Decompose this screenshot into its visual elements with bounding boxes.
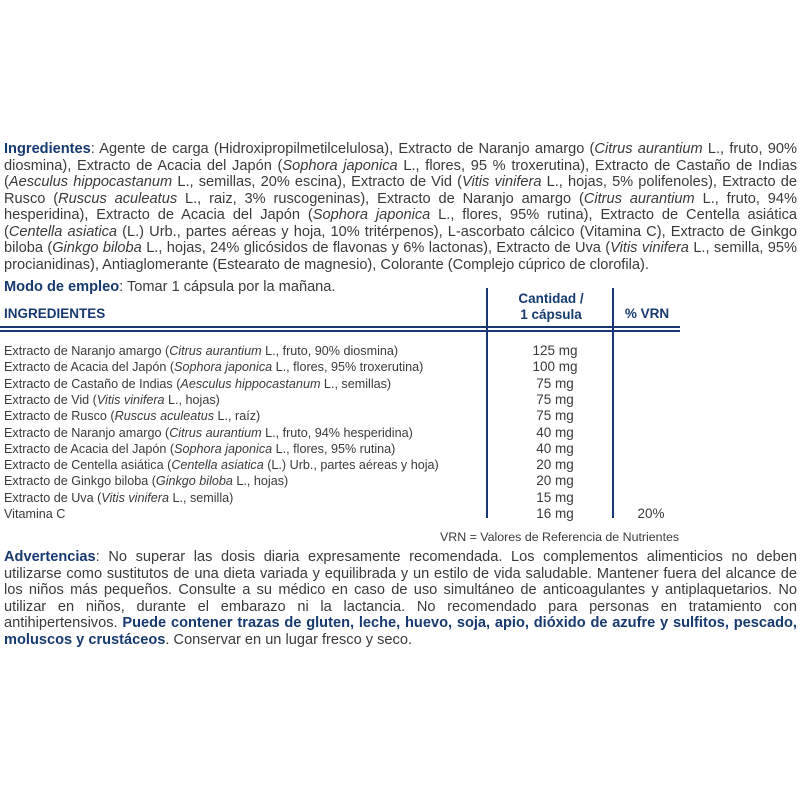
storage-text: . Conservar en un lugar fresco y seco. (165, 631, 413, 648)
row-vrn: 20% (637, 506, 665, 521)
text-run: L., raíz) (214, 409, 261, 424)
species-name: Aesculus hippocastanum (180, 376, 321, 391)
species-name: Sophora japonica (282, 157, 398, 174)
warnings-text: : No superar las dosis diaria expresamente recomendada. Los complementos alimenticios no deben utilizarse como sustitutos de una dieta variada y equilibrada y un estilo de vida saludable. Mantener fuera del alcance de los niños más pequeños. Consulte a su médico en caso de uso simultáneo de anticoagulantes y antiplaquetarios. No utilizar en niños, durante el embarazo ni la lactancia. No recomendado para personas en tratamiento con antihipertensivos. (4, 549, 797, 632)
table-header-rule-top (0, 326, 680, 328)
nutrition-table (0, 288, 800, 526)
text-run: L., hojas) (232, 474, 289, 489)
text-run: Extracto de Uva ( (4, 490, 102, 505)
text-run: Extracto de Vid ( (4, 392, 97, 407)
text-run: L., semillas, 20% escina), Extracto de Vid ( (172, 174, 463, 190)
text-run: Extracto de Rusco ( (4, 409, 115, 424)
text-run: Extracto de Ginkgo biloba ( (4, 474, 156, 489)
text-run: L., semilla, 95% procianidinas), Antiaglomerante (Estearato de magnesio), Colorante (Complejo cúprico de clorofila). (4, 240, 797, 273)
row-amount: 125 mg (532, 343, 578, 358)
row-amount: 20 mg (536, 457, 574, 473)
usage-label: Modo de empleo (4, 279, 120, 295)
species-name: Vitis vinifera (610, 240, 689, 256)
text-run: (L.) Urb., partes aéreas y hoja, 10% tritérpenos), L-ascorbato cálcico (Vitamina C), Extracto de Ginkgo biloba ( (4, 223, 797, 256)
text-run: L., semillas) (320, 376, 392, 391)
text-run: L., flores, 95% troxerutina) (272, 360, 424, 375)
species-name: Sophora japonica (174, 360, 273, 375)
row-amount: 16 mg (536, 506, 574, 521)
row-ingredient (4, 441, 395, 457)
species-name: Ruscus aculeatus (114, 409, 214, 424)
header-amount-line2: 1 cápsula (520, 307, 582, 322)
ingredients-text (4, 141, 797, 273)
row-ingredient (4, 376, 391, 392)
table-row (4, 376, 794, 392)
header-amount-line1: Cantidad / (518, 291, 584, 306)
text-run: L., flores, 95% rutina), Extracto de Centella asiática ( (4, 207, 797, 240)
table-row (4, 425, 794, 441)
species-name: Centella asiatica (8, 223, 118, 240)
warnings-paragraph (4, 549, 797, 649)
row-ingredient (4, 490, 233, 506)
row-ingredient (4, 359, 423, 375)
text-run: Extracto de Naranjo amargo ( (4, 425, 170, 440)
vrn-footnote: VRN = Valores de Referencia de Nutrientes (440, 530, 680, 544)
species-name: Ruscus aculeatus (58, 190, 178, 207)
text-run: L., flores, 95% rutina) (272, 441, 396, 456)
row-amount: 15 mg (536, 489, 574, 505)
text-run: Extracto de Acacia del Japón ( (4, 360, 175, 375)
header-vrn: % VRN (624, 306, 670, 321)
table-row (4, 441, 794, 457)
text-run: L., hojas, 5% polifenoles), Extracto de Rusco ( (4, 174, 798, 207)
species-name: Citrus aurantium (583, 190, 695, 207)
text-run: : Agente de carga (Hidroxipropilmetilcelulosa), Extracto de Naranjo amargo ( (90, 141, 595, 157)
row-amount: 40 mg (536, 440, 574, 456)
species-name: Vitis vinifera (96, 392, 165, 407)
table-header-rule-bottom (0, 330, 680, 332)
row-ingredient (4, 457, 439, 473)
row-ingredient (4, 425, 413, 441)
species-name: Vitis vinifera (101, 490, 169, 505)
text-run: L., fruto, 90% diosmina) (261, 344, 399, 358)
table-row (4, 506, 794, 522)
text-run: Vitamina C (4, 507, 66, 521)
header-amount (488, 291, 614, 323)
ingredients-paragraph (4, 141, 797, 273)
species-name: Centella asiatica (171, 458, 264, 473)
text-run: (L.) Urb., partes aéreas y hoja) (263, 458, 439, 473)
table-row (4, 392, 794, 408)
text-run: Extracto de Castaño de Indias ( (4, 376, 181, 391)
row-amount: 40 mg (536, 424, 574, 440)
species-name: Ginkgo biloba (52, 240, 142, 256)
ingredients-label: Ingredientes (4, 141, 91, 157)
species-name: Aesculus hippocastanum (8, 174, 173, 190)
species-name: Citrus aurantium (169, 425, 262, 440)
text-run: Extracto de Naranjo amargo ( (4, 344, 170, 358)
row-amount: 100 mg (532, 359, 578, 375)
row-amount: 75 mg (536, 408, 574, 424)
usage-text: : Tomar 1 cápsula por la mañana. (119, 279, 336, 295)
text-run: Extracto de Acacia del Japón ( (4, 441, 175, 456)
row-ingredient (4, 392, 220, 408)
table-row (4, 473, 794, 489)
text-run: L., flores, 95 % troxerutina), Extracto de Castaño de Indias ( (4, 157, 797, 190)
text-run: L., fruto, 90% diosmina), Extracto de Acacia del Japón ( (4, 141, 797, 174)
row-amount: 20 mg (536, 473, 574, 489)
text-run: L., hojas, 24% glicósidos de flavonas y 6% lactonas), Extracto de Uva ( (141, 240, 611, 256)
species-name: Sophora japonica (312, 207, 431, 223)
text-run: L., semilla) (168, 490, 234, 505)
row-amount: 75 mg (536, 375, 574, 391)
species-name: Ginkgo biloba (155, 474, 233, 489)
header-ingredients: INGREDIENTES (4, 306, 106, 321)
table-row (4, 457, 794, 473)
row-ingredient (4, 473, 288, 489)
text-run: Extracto de Centella asiática ( (4, 458, 172, 473)
table-row (4, 490, 794, 506)
table-row (4, 343, 794, 359)
row-ingredient (4, 506, 65, 522)
table-row (4, 359, 794, 375)
species-name: Sophora japonica (174, 441, 273, 456)
species-name: Vitis vinifera (462, 174, 542, 190)
allergens-text: Puede contener trazas de gluten, leche, huevo, soja, apio, dióxido de azufre y sulfitos, pescado, moluscos y crustáceos (4, 615, 797, 648)
row-ingredient (4, 408, 260, 424)
row-ingredient (4, 343, 398, 359)
text-run: L., fruto, 94% hesperidina) (261, 425, 413, 440)
row-amount: 75 mg (536, 391, 574, 407)
warnings-label: Advertencias (4, 549, 96, 565)
table-row (4, 408, 794, 424)
text-run: L., hojas) (164, 392, 220, 407)
species-name: Citrus aurantium (594, 141, 703, 157)
species-name: Citrus aurantium (169, 344, 262, 358)
text-run: L., raiz, 3% ruscogeninas), Extracto de Naranjo amargo ( (177, 190, 584, 207)
text-run: L., fruto, 94% hesperidina), Extracto de Acacia del Japón ( (4, 190, 798, 223)
